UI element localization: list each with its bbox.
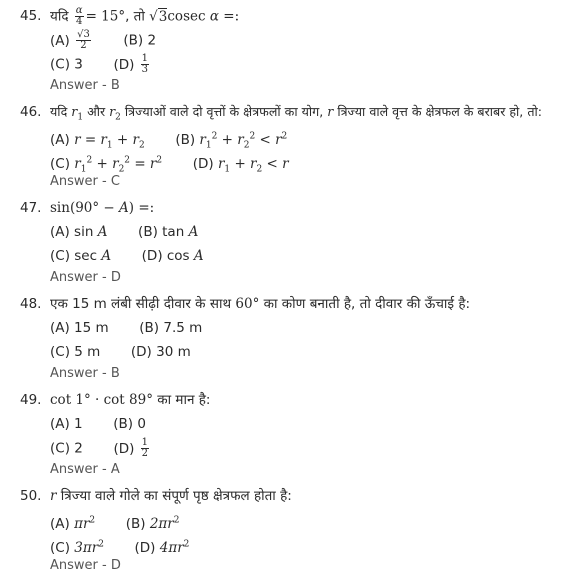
options-row-2 bbox=[50, 246, 204, 266]
question-number: 50. bbox=[20, 488, 42, 504]
option-c[interactable]: (C) $r_1^2 + r_2^2 = r^2$ bbox=[50, 155, 163, 175]
option-b[interactable]: (B) tan A bbox=[138, 224, 199, 240]
option-b[interactable]: (B) 0 bbox=[113, 416, 146, 432]
options-row-1 bbox=[50, 318, 202, 338]
option-d[interactable]: (D) $r_1 + r_2 < r$ bbox=[192, 155, 289, 175]
option-d[interactable]: (D) 30 m bbox=[130, 344, 191, 360]
answer-text: Answer - B bbox=[50, 366, 120, 381]
question-text: यदि $\frac{\alpha}{4}$ = 15°, तो √3cosec α =: bbox=[50, 5, 240, 27]
option-b[interactable]: (B) $2\pi r^2$ bbox=[125, 515, 180, 532]
question-text: r त्रिज्या वाले गोले का संपूर्ण पृष्ठ क्षेत्रफल होता है: bbox=[50, 488, 292, 504]
option-b[interactable]: (B) 7.5 m bbox=[139, 320, 203, 336]
answer-text: Answer - D bbox=[50, 558, 121, 573]
options-row-1 bbox=[50, 30, 156, 51]
question-text: sin(90° − A) =: bbox=[50, 200, 155, 216]
options-row-2 bbox=[50, 438, 151, 459]
options-row-2 bbox=[50, 534, 189, 558]
option-a[interactable]: (A) $\pi r^2$ bbox=[50, 515, 96, 532]
option-d[interactable]: (D) $\frac{1}{3}$ bbox=[113, 53, 149, 75]
fraction: $\frac{\alpha}{4}$ bbox=[75, 5, 83, 27]
question-text: cot 1° · cot 89° का मान है: bbox=[50, 392, 211, 408]
option-d[interactable]: (D) $\frac{1}{2}$ bbox=[113, 437, 149, 459]
question-number: 45. bbox=[20, 8, 42, 24]
option-a[interactable]: (A) 15 m bbox=[50, 320, 109, 336]
option-d[interactable]: (D) cos A bbox=[141, 248, 204, 264]
option-c[interactable]: (C) 5 m bbox=[50, 344, 101, 360]
option-c[interactable]: (C) 2 bbox=[50, 440, 83, 457]
question-text: यदि $r_1$ और $r_2$ त्रिज्याओं वाले दो वृत्तों के क्षेत्रफलों का योग, r त्रिज्या वाले वृत्त के क्षेत्रफल के बराबर हो, तो: bbox=[50, 104, 542, 123]
option-a[interactable]: (A) $r = r_1 + r_2$ bbox=[50, 131, 145, 151]
option-a[interactable]: (A) 1 bbox=[50, 416, 83, 432]
option-b[interactable]: (B) $r_1^2 + r_2^2 < r^2$ bbox=[175, 131, 288, 151]
question-number: 46. bbox=[20, 104, 42, 120]
option-b[interactable]: (B) 2 bbox=[123, 32, 157, 49]
answer-text: Answer - D bbox=[50, 270, 121, 285]
answer-text: Answer - B bbox=[50, 78, 120, 93]
answer-text: Answer - C bbox=[50, 174, 120, 189]
question-number: 47. bbox=[20, 200, 42, 216]
options-row-1 bbox=[50, 510, 179, 534]
answer-text: Answer - A bbox=[50, 462, 120, 477]
options-row-2 bbox=[50, 54, 151, 75]
question-number: 49. bbox=[20, 392, 42, 408]
option-d[interactable]: (D) $4\pi r^2$ bbox=[134, 539, 190, 556]
options-row-1 bbox=[50, 222, 198, 242]
option-c[interactable]: (C) $3\pi r^2$ bbox=[50, 539, 104, 556]
question-text: एक 15 m लंबी सीढ़ी दीवार के साथ 60° का कोण बनाती है, तो दीवार की ऊँचाई है: bbox=[50, 296, 471, 312]
option-a[interactable]: (A) sin A bbox=[50, 224, 108, 240]
options-row-2 bbox=[50, 342, 191, 362]
options-row-1 bbox=[50, 414, 146, 434]
question-number: 48. bbox=[20, 296, 42, 312]
option-a[interactable]: (A) $\frac{√3}{2}$ bbox=[50, 29, 90, 51]
option-c[interactable]: (C) sec A bbox=[50, 248, 112, 264]
option-c[interactable]: (C) 3 bbox=[50, 56, 83, 73]
